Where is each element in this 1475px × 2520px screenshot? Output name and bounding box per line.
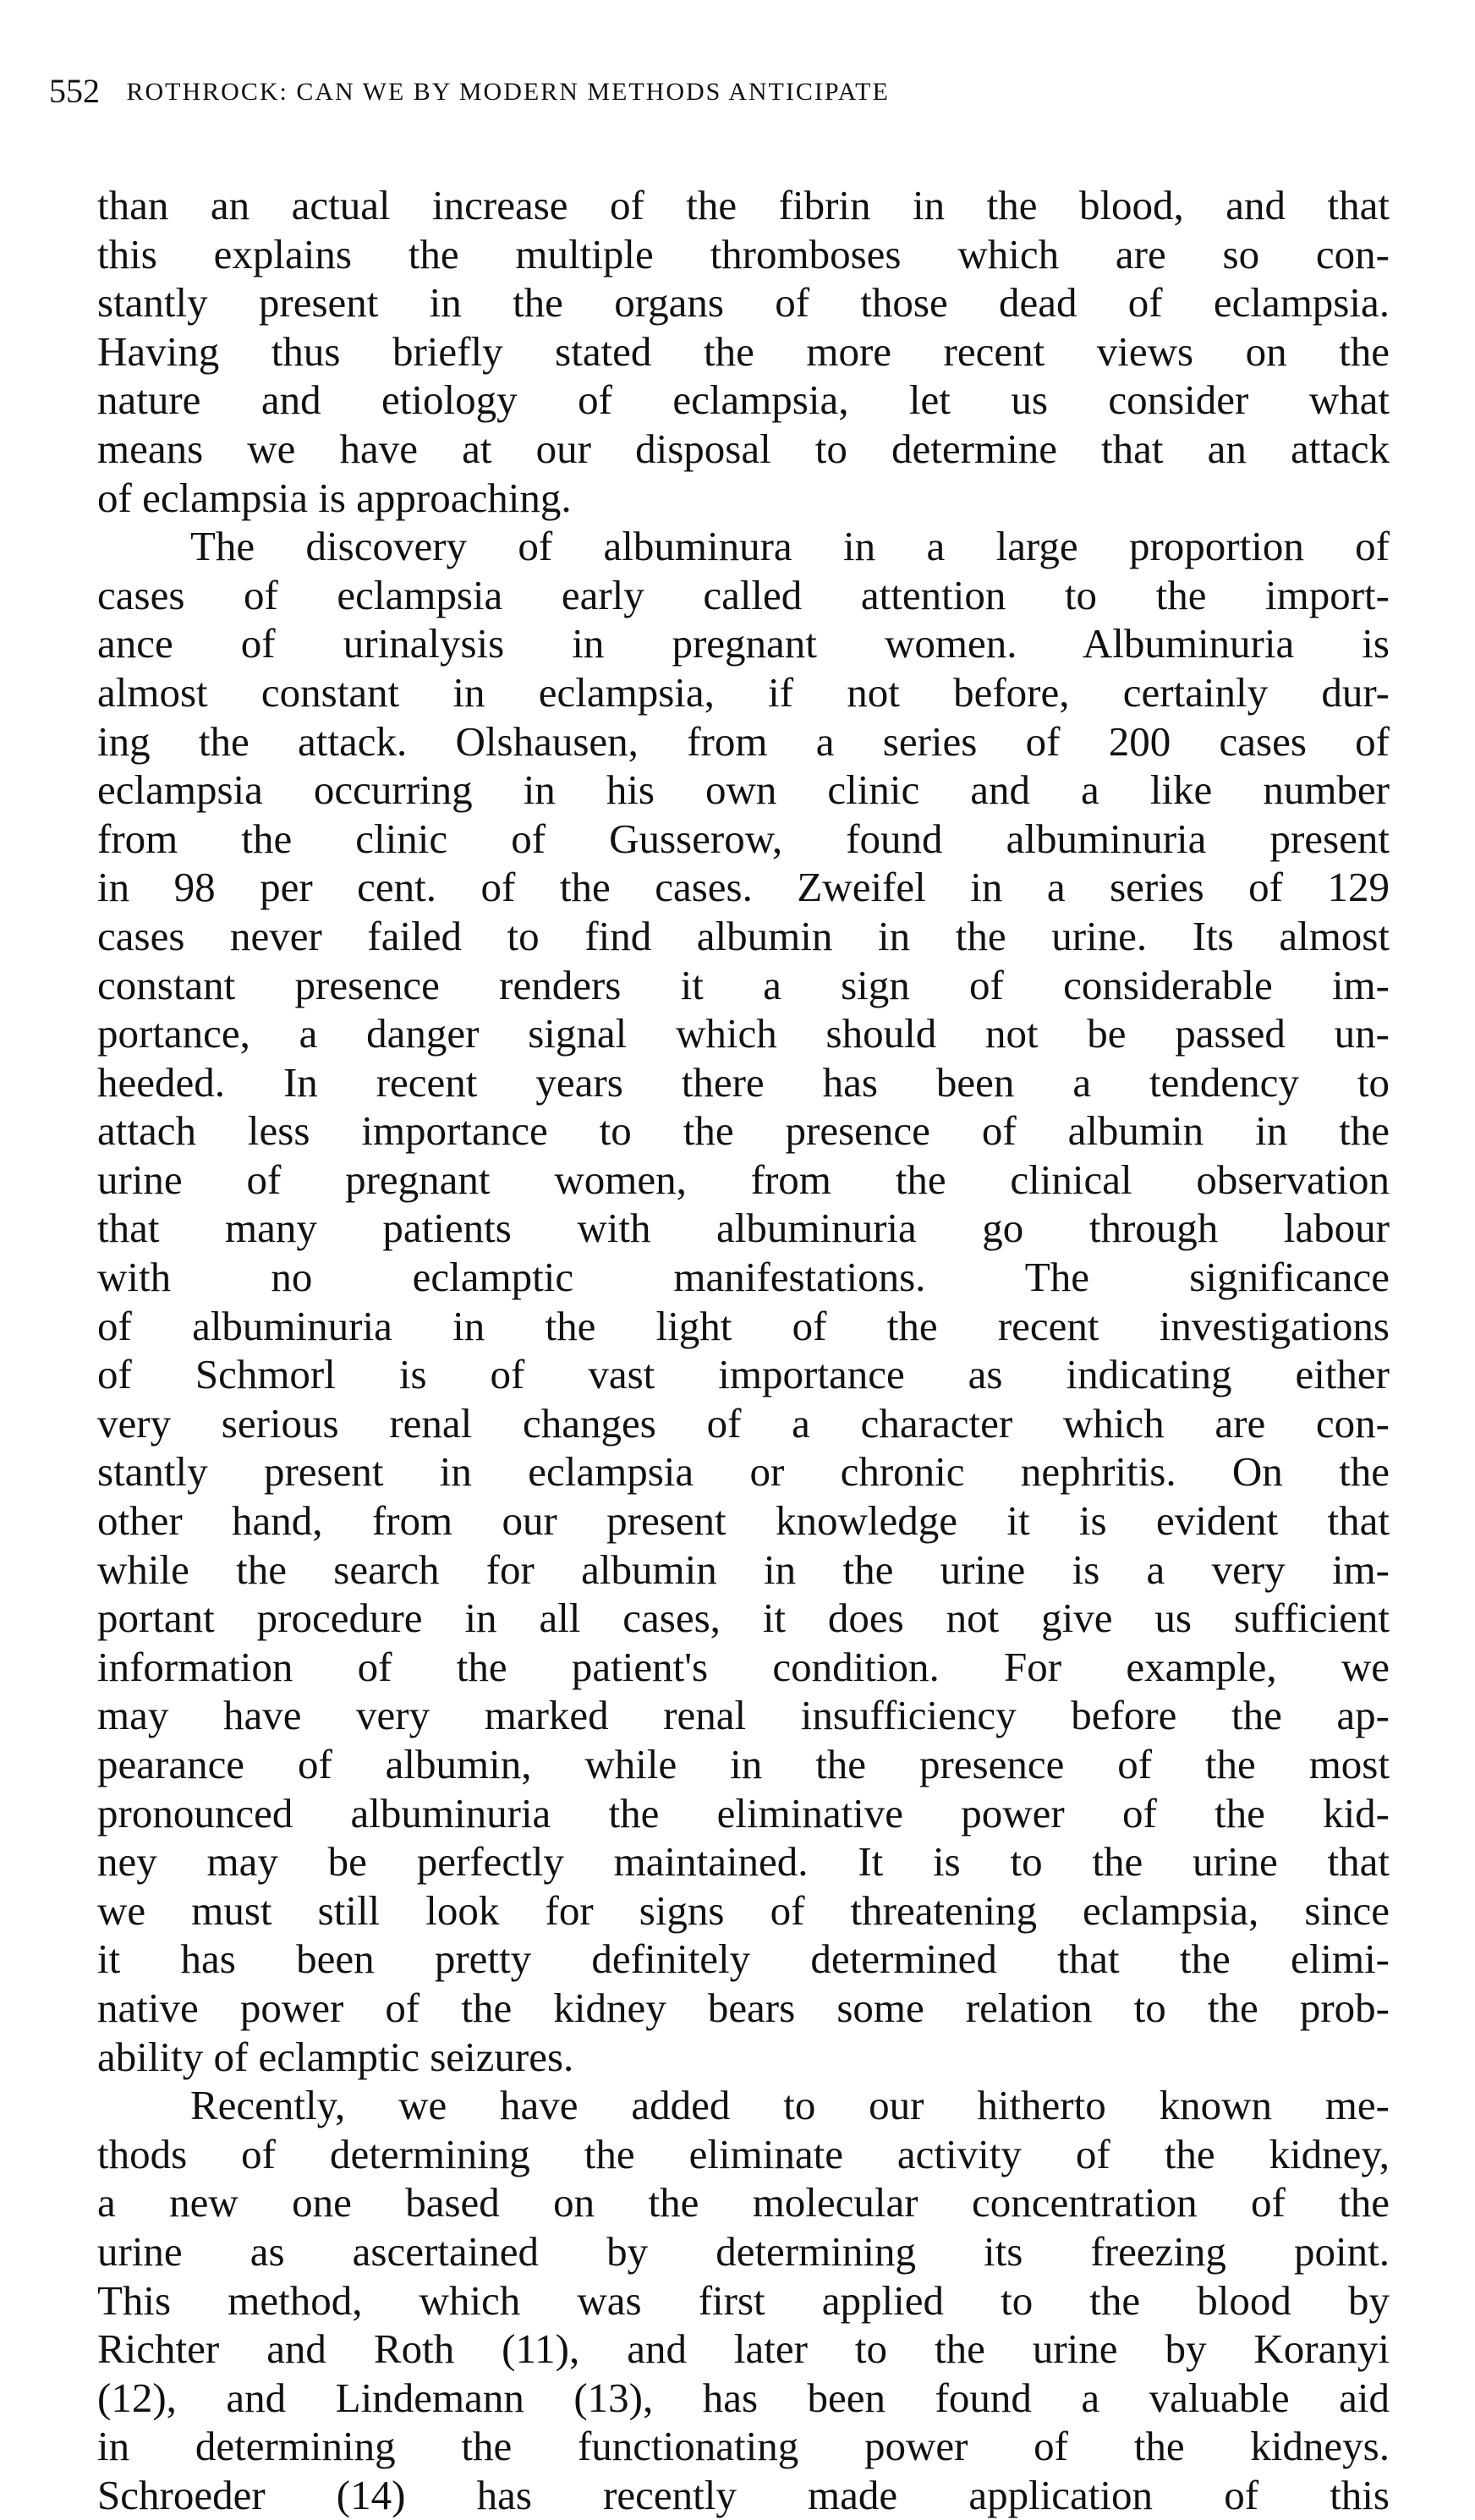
text-line: urine as ascertained by determining its freezing point. xyxy=(97,2227,1390,2275)
text-line: a new one based on the molecular concentration of the xyxy=(97,2179,1390,2226)
paragraph xyxy=(97,2081,1390,2519)
text-line: pronounced albuminuria the eliminative power of the kid- xyxy=(97,1789,1390,1836)
text-line: The discovery of albuminura in a large proportion of xyxy=(190,523,1390,570)
text-line: while the search for albumin in the urine is a very im- xyxy=(97,1545,1390,1593)
text-line: attach less importance to the presence of albumin in the xyxy=(97,1107,1390,1155)
text-line: in determining the functionating power of the kidneys. xyxy=(97,2423,1390,2470)
text-line: Richter and Roth (11), and later to the urine by Koranyi xyxy=(97,2325,1390,2373)
text-line: Recently, we have added to our hitherto known me- xyxy=(190,2082,1390,2129)
paragraph xyxy=(97,522,1390,2081)
text-line: ability of eclamptic seizures. xyxy=(97,2033,574,2080)
text-line: very serious renal changes of a character which are con- xyxy=(97,1399,1390,1447)
text-line: ance of urinalysis in pregnant women. Albuminuria is xyxy=(97,620,1390,667)
text-line: of eclampsia is approaching. xyxy=(97,474,572,521)
text-line: Schroeder (14) has recently made application of this xyxy=(97,2471,1390,2518)
text-line: heeded. In recent years there has been a tendency to xyxy=(97,1058,1390,1106)
text-line: this explains the multiple thromboses which are so con- xyxy=(97,230,1390,277)
body-text xyxy=(97,181,1390,2520)
text-line: means we have at our disposal to determine that an attack xyxy=(97,425,1390,472)
text-line: (12), and Lindemann (13), has been found a valuable aid xyxy=(97,2374,1390,2421)
text-line: other hand, from our present knowledge it is evident that xyxy=(97,1497,1390,1545)
text-line: that many patients with albuminuria go through labour xyxy=(97,1205,1390,1252)
text-line: we must still look for signs of threatening eclampsia, since xyxy=(97,1886,1390,1934)
text-line: nature and etiology of eclampsia, let us consider what xyxy=(97,376,1390,424)
text-line: native power of the kidney bears some relation to the prob- xyxy=(97,1984,1390,2031)
text-line: ney may be perfectly maintained. It is to the urine that xyxy=(97,1838,1390,1886)
text-line: with no eclamptic manifestations. The significance xyxy=(97,1254,1390,1301)
text-line: in 98 per cent. of the cases. Zweifel in a series of 129 xyxy=(97,864,1390,911)
text-line: stantly present in the organs of those dead of eclampsia. xyxy=(97,279,1390,327)
text-line: portance, a danger signal which should not be passed un- xyxy=(97,1010,1390,1057)
text-line: cases of eclampsia early called attention to the import- xyxy=(97,571,1390,618)
text-line: it has been pretty definitely determined that the elimi- xyxy=(97,1935,1390,1983)
text-line: stantly present in eclampsia or chronic nephritis. On the xyxy=(97,1448,1390,1496)
text-line: from the clinic of Gusserow, found albuminuria present xyxy=(97,815,1390,862)
text-line: of Schmorl is of vast importance as indicating either xyxy=(97,1351,1390,1398)
text-line: constant presence renders it a sign of considerable im- xyxy=(97,961,1390,1008)
text-line: portant procedure in all cases, it does not give us sufficient xyxy=(97,1595,1390,1642)
text-line: than an actual increase of the fibrin in the blood, and that xyxy=(97,182,1390,228)
text-line: urine of pregnant women, from the clinical observation xyxy=(97,1156,1390,1203)
page-number: 552 xyxy=(49,72,100,110)
paragraph xyxy=(97,181,1390,522)
running-head xyxy=(49,73,1368,111)
text-line: of albuminuria in the light of the recent investigations xyxy=(97,1302,1390,1349)
running-title: ROTHROCK: CAN WE BY MODERN METHODS ANTICIPATE xyxy=(126,78,890,106)
text-line: may have very marked renal insufficiency before the ap- xyxy=(97,1692,1390,1739)
text-line: Having thus briefly stated the more recent views on the xyxy=(97,327,1390,375)
text-line: cases never failed to find albumin in the urine. Its almost xyxy=(97,912,1390,959)
text-line: eclampsia occurring in his own clinic and a like number xyxy=(97,766,1390,814)
text-line: ing the attack. Olshausen, from a series of 200 cases of xyxy=(97,717,1390,765)
text-line: This method, which was first applied to the blood by xyxy=(97,2276,1390,2324)
text-line: almost constant in eclampsia, if not before, certainly dur- xyxy=(97,668,1390,716)
text-line: pearance of albumin, while in the presence of the most xyxy=(97,1741,1390,1787)
text-line: information of the patient's condition. For example, we xyxy=(97,1643,1390,1690)
text-line: thods of determining the eliminate activity of the kidney, xyxy=(97,2130,1390,2177)
